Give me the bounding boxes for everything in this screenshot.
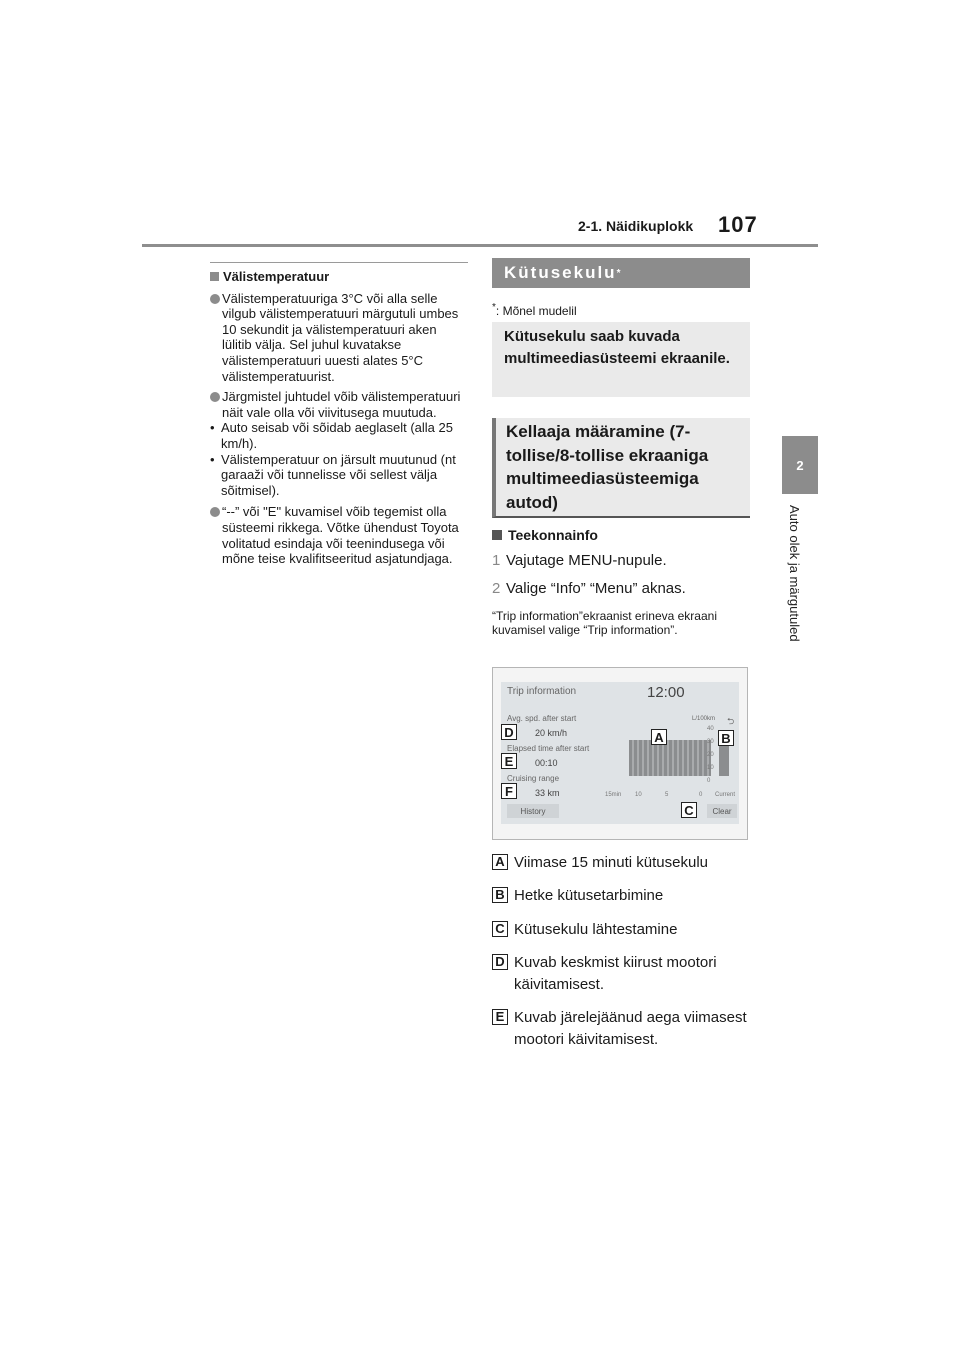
x-tick: 0 bbox=[699, 792, 703, 798]
callout-b: B bbox=[718, 730, 734, 746]
subheading: Teekonnainfo bbox=[492, 527, 750, 543]
chapter-tab: 2 bbox=[782, 436, 818, 494]
callout-a: A bbox=[651, 729, 667, 745]
bullet-item: Välistemperatuuriga 3°C või alla selle vilgub välistemperatuuri märgutuli umbes 10 sekundit ja välistemperatuuri aken lülitib välja. Sel juhul kuvatakse välistemperatuuri uuesti alates 5°C välistemperatuurist. bbox=[210, 291, 468, 385]
page-number: 107 bbox=[718, 212, 758, 237]
trip-information-screenshot bbox=[492, 667, 748, 840]
circle-bullet-icon bbox=[210, 392, 220, 402]
step-item: 2 Valige “Info” “Menu” aknas. bbox=[492, 580, 686, 597]
note: “Trip information”ekraanist erineva ekraani kuvamisel valige “Trip information”. bbox=[492, 609, 717, 637]
legend-item: A Viimase 15 minuti kütusekulu bbox=[492, 852, 752, 874]
history-button[interactable]: History bbox=[507, 804, 559, 818]
legend-item: B Hetke kütusetarbimine bbox=[492, 885, 752, 907]
clock: 12:00 bbox=[647, 684, 685, 701]
back-icon[interactable]: ⮌ bbox=[727, 716, 735, 726]
clear-button[interactable]: Clear bbox=[707, 804, 737, 818]
section-heading-bar: Kütusekulu * bbox=[492, 258, 750, 288]
header-rule bbox=[142, 244, 818, 247]
y-tick: 10 bbox=[707, 765, 714, 771]
avg-speed-value: 20 km/h bbox=[535, 728, 568, 738]
y-tick: 40 bbox=[707, 726, 714, 732]
legend-item: D Kuvab keskmist kiirust mootori käivitamisest. bbox=[492, 952, 742, 996]
y-tick: 20 bbox=[707, 752, 714, 758]
model-box: Kellaaja määramine (7-tollise/8-tollise ekraaniga multimeediasüsteemiga autod) bbox=[492, 418, 750, 518]
x-tick: 10 bbox=[635, 792, 642, 798]
callout-d: D bbox=[501, 724, 517, 740]
fuel-history-bars bbox=[629, 740, 711, 776]
section-title: 2-1. Näidikuplokk bbox=[578, 218, 694, 234]
bullet-item: Järgmistel juhtudel võib välistemperatuuri näit vale olla või viivitusega muutuda. • Auto seisab või sõidab aeglaselt (alla 25 km/h). • Välistemperatuur on järsult muutunud (nt garaaži või tunnelisse või sellest välja sõitmisel). bbox=[210, 389, 468, 498]
footnote: *: Mõnel mudelil bbox=[492, 302, 577, 318]
square-bullet-icon bbox=[492, 530, 502, 540]
bullet-item: “--” või "E" kuvamisel võib tegemist olla süsteemi rikkega. Võtke ühendust Toyota volitatud esindaja või teenindusega või mõne teise kvalifitseeritud asjatundjaga. bbox=[210, 504, 468, 566]
sub-bullet-item: • Auto seisab või sõidab aeglaselt (alla 25 km/h). bbox=[210, 420, 453, 451]
info-box: Kütusekulu saab kuvada multimeediasüsteemi ekraanile. bbox=[492, 322, 750, 397]
legend-item: E Kuvab järelejäänud aega viimasest mootori käivitamisest. bbox=[492, 1007, 754, 1051]
elapsed-time-label: Elapsed time after start bbox=[507, 744, 590, 753]
multimedia-screen bbox=[501, 682, 739, 824]
chapter-tab-label: Auto olek ja märgutuled bbox=[787, 505, 802, 642]
left-column-rule bbox=[210, 262, 468, 263]
square-bullet-icon bbox=[210, 272, 219, 281]
left-column bbox=[210, 262, 468, 572]
cruising-range-value: 33 km bbox=[535, 788, 560, 798]
y-tick: 0 bbox=[707, 778, 711, 784]
subsection-heading: Välistemperatuur bbox=[210, 269, 468, 285]
callout-f: F bbox=[501, 783, 517, 799]
x-tick: Current bbox=[715, 792, 736, 798]
circle-bullet-icon bbox=[210, 507, 220, 517]
x-tick: 5 bbox=[665, 792, 669, 798]
avg-speed-label: Avg. spd. after start bbox=[507, 714, 577, 723]
cruising-range-label: Cruising range bbox=[507, 774, 560, 783]
callout-c: C bbox=[681, 802, 697, 818]
elapsed-time-value: 00:10 bbox=[535, 758, 558, 768]
legend-item: C Kütusekulu lähtestamine bbox=[492, 919, 752, 941]
circle-bullet-icon bbox=[210, 294, 220, 304]
y-tick: 30 bbox=[707, 739, 714, 745]
x-tick: 15min bbox=[605, 792, 622, 798]
sub-bullet-item: • Välistemperatuur on järsult muutunud (nt garaaži või tunnelisse või sellest välja sõitmisel). bbox=[210, 451, 456, 498]
unit-label: L/100km bbox=[692, 716, 716, 722]
callout-e: E bbox=[501, 753, 517, 769]
screen-title: Trip information bbox=[507, 686, 577, 697]
step-item: 1 Vajutage MENU-nupule. bbox=[492, 552, 667, 569]
